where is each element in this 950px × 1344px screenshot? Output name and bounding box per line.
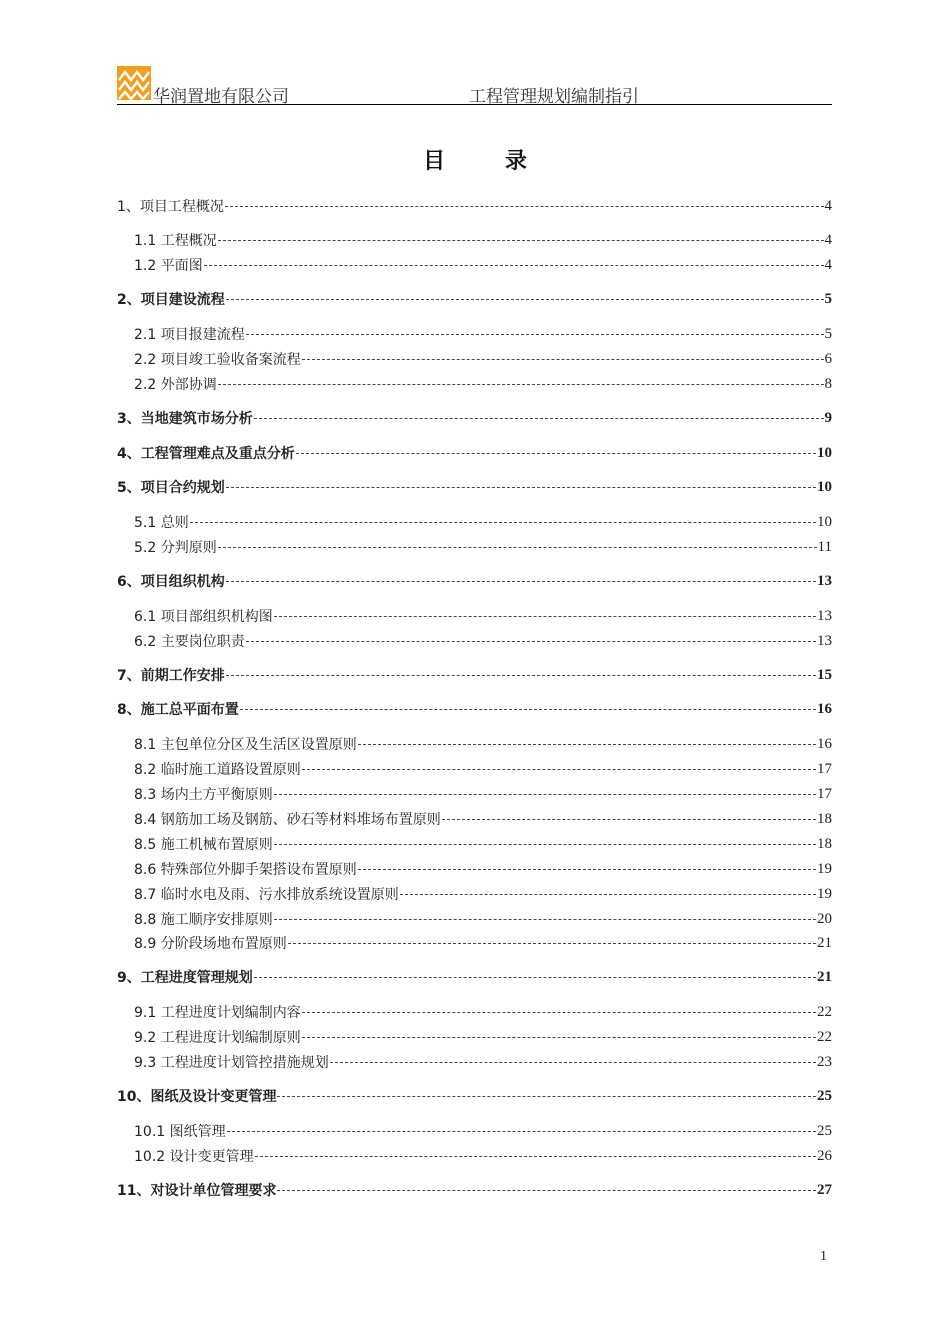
toc-entry[interactable]: [134, 758, 832, 780]
toc-entry-text: 9.3 工程进度计划管控措施规划: [134, 1055, 329, 1071]
toc-entry-text: 10.2 设计变更管理: [134, 1149, 254, 1165]
dot-leader: [226, 581, 816, 582]
dot-leader: [218, 547, 817, 548]
toc-entry-page: 5: [824, 290, 832, 307]
dot-leader: [296, 453, 816, 454]
toc-entry-text: 5、项目合约规划: [117, 480, 225, 496]
dot-leader: [204, 265, 824, 266]
toc-entry-page: 5: [824, 325, 832, 342]
toc-entry[interactable]: [134, 932, 832, 954]
dot-leader: [254, 977, 816, 978]
toc-entry-page: 13: [817, 607, 832, 624]
toc-entry-page: 25: [817, 1087, 832, 1104]
toc-entry-page: 4: [824, 256, 832, 273]
dot-leader: [240, 709, 816, 710]
dot-leader: [302, 1037, 816, 1038]
toc-entry-page: 16: [817, 700, 832, 717]
toc-entry-page: 27: [817, 1181, 832, 1198]
toc-entry[interactable]: [134, 254, 832, 276]
dot-leader: [226, 299, 824, 300]
toc-entry[interactable]: [134, 858, 832, 880]
toc-entry-text: 8.9 分阶段场地布置原则: [134, 936, 287, 952]
dot-leader: [277, 1190, 816, 1191]
dot-leader: [277, 1096, 816, 1097]
toc-entry-text: 11、对设计单位管理要求: [117, 1183, 277, 1199]
toc-entry-page: 22: [817, 1028, 832, 1045]
dot-leader: [274, 616, 816, 617]
dot-leader: [274, 794, 816, 795]
toc-entry-text: 3、当地建筑市场分析: [117, 411, 253, 427]
dot-leader: [358, 869, 816, 870]
toc-entry-text: 9、工程进度管理规划: [117, 970, 253, 986]
toc-entry-text: 2、项目建设流程: [117, 292, 225, 308]
dot-leader: [226, 675, 816, 676]
toc-entry[interactable]: [134, 808, 832, 830]
dot-leader: [442, 819, 816, 820]
toc-entry-page: 19: [817, 860, 832, 877]
toc-entry-text: 6.1 项目部组织机构图: [134, 609, 273, 625]
table-of-contents: [117, 0, 832, 1344]
dot-leader: [246, 334, 824, 335]
toc-entry-page: 4: [824, 231, 832, 248]
toc-entry-page: 26: [817, 1147, 832, 1164]
dot-leader: [358, 744, 816, 745]
toc-entry[interactable]: [117, 1085, 832, 1107]
toc-entry-text: 9.1 工程进度计划编制内容: [134, 1005, 301, 1021]
toc-entry[interactable]: [134, 373, 832, 395]
toc-entry[interactable]: [134, 883, 832, 905]
toc-entry[interactable]: [117, 407, 832, 429]
toc-entry-page: 16: [817, 735, 832, 752]
toc-entry-page: 22: [817, 1003, 832, 1020]
toc-entry[interactable]: [117, 1179, 832, 1201]
toc-entry-page: 15: [817, 666, 832, 683]
toc-entry[interactable]: [117, 476, 832, 498]
toc-entry-page: 8: [824, 375, 832, 392]
toc-entry-page: 21: [817, 968, 832, 985]
toc-entry[interactable]: [134, 733, 832, 755]
dot-leader: [274, 919, 816, 920]
toc-entry-text: 10、图纸及设计变更管理: [117, 1089, 277, 1105]
toc-entry[interactable]: [117, 195, 832, 217]
toc-entry-page: 13: [817, 572, 832, 589]
toc-entry-page: 19: [817, 885, 832, 902]
dot-leader: [400, 894, 816, 895]
toc-entry-page: 9: [824, 409, 832, 426]
dot-leader: [254, 418, 824, 419]
toc-entry[interactable]: [134, 1051, 832, 1073]
toc-entry-text: 8.4 钢筋加工场及钢筋、砂石等材料堆场布置原则: [134, 812, 441, 828]
toc-entry-page: 6: [824, 350, 832, 367]
toc-entry-page: 25: [817, 1122, 832, 1139]
dot-leader: [218, 240, 824, 241]
dot-leader: [227, 1131, 816, 1132]
toc-entry-page: 20: [817, 910, 832, 927]
toc-entry-text: 8、施工总平面布置: [117, 702, 239, 718]
toc-entry-text: 6、项目组织机构: [117, 574, 225, 590]
toc-entry-text: 2.2 外部协调: [134, 377, 217, 393]
toc-entry[interactable]: [134, 348, 832, 370]
toc-entry[interactable]: [117, 966, 832, 988]
toc-entry-text: 8.5 施工机械布置原则: [134, 837, 273, 853]
toc-entry[interactable]: [134, 323, 832, 345]
toc-entry[interactable]: [117, 570, 832, 592]
dot-leader: [225, 206, 824, 207]
toc-entry[interactable]: [134, 630, 832, 652]
document-title: 工程管理规划编制指引: [469, 87, 639, 107]
page-number: 1: [820, 1249, 827, 1264]
toc-entry-text: 8.8 施工顺序安排原则: [134, 912, 273, 928]
toc-entry-text: 2.1 项目报建流程: [134, 327, 245, 343]
toc-entry-page: 17: [817, 760, 832, 777]
toc-entry[interactable]: [117, 442, 832, 464]
dot-leader: [302, 1012, 816, 1013]
toc-entry[interactable]: [134, 511, 832, 533]
toc-entry-text: 2.2 项目竣工验收备案流程: [134, 352, 301, 368]
toc-entry-text: 8.3 场内土方平衡原则: [134, 787, 273, 803]
dot-leader: [218, 384, 824, 385]
toc-entry-page: 21: [817, 934, 832, 951]
toc-entry[interactable]: [134, 1001, 832, 1023]
toc-entry-page: 10: [817, 444, 832, 461]
toc-entry[interactable]: [134, 1120, 832, 1142]
toc-entry-text: 7、前期工作安排: [117, 668, 225, 684]
dot-leader: [302, 769, 816, 770]
toc-entry[interactable]: [134, 833, 832, 855]
dot-leader: [226, 487, 816, 488]
toc-entry-text: 8.7 临时水电及雨、污水排放系统设置原则: [134, 887, 399, 903]
toc-entry-page: 13: [817, 632, 832, 649]
dot-leader: [190, 522, 816, 523]
toc-entry-page: 18: [817, 810, 832, 827]
toc-heading: 目 录: [423, 149, 553, 174]
dot-leader: [302, 359, 824, 360]
toc-entry-page: 11: [817, 538, 832, 555]
toc-entry-text: 1.1 工程概况: [134, 233, 217, 249]
toc-entry-text: 8.6 特殊部位外脚手架搭设布置原则: [134, 862, 357, 878]
dot-leader: [255, 1156, 816, 1157]
dot-leader: [274, 844, 816, 845]
toc-entry[interactable]: [134, 783, 832, 805]
toc-entry[interactable]: [134, 908, 832, 930]
toc-entry-page: 10: [817, 513, 832, 530]
toc-entry[interactable]: [134, 229, 832, 251]
toc-entry-text: 5.1 总则: [134, 515, 189, 531]
company-name: 华润置地有限公司: [153, 87, 289, 107]
toc-entry-text: 1、项目工程概况: [117, 199, 224, 215]
toc-entry[interactable]: [134, 536, 832, 558]
toc-entry-page: 17: [817, 785, 832, 802]
toc-entry-text: 9.2 工程进度计划编制原则: [134, 1030, 301, 1046]
dot-leader: [330, 1062, 816, 1063]
toc-entry[interactable]: [117, 288, 832, 310]
toc-entry[interactable]: [134, 1145, 832, 1167]
toc-entry[interactable]: [134, 605, 832, 627]
toc-entry-page: 18: [817, 835, 832, 852]
toc-entry[interactable]: [117, 698, 832, 720]
toc-entry[interactable]: [134, 1026, 832, 1048]
dot-leader: [246, 641, 816, 642]
toc-entry-page: 10: [817, 478, 832, 495]
toc-entry-text: 8.1 主包单位分区及生活区设置原则: [134, 737, 357, 753]
toc-entry-text: 8.2 临时施工道路设置原则: [134, 762, 301, 778]
dot-leader: [288, 943, 816, 944]
toc-entry-text: 5.2 分判原则: [134, 540, 217, 556]
toc-entry-page: 4: [824, 197, 832, 214]
toc-entry[interactable]: [117, 664, 832, 686]
toc-entry-text: 1.2 平面图: [134, 258, 203, 274]
toc-entry-text: 10.1 图纸管理: [134, 1124, 226, 1140]
toc-entry-text: 4、工程管理难点及重点分析: [117, 446, 295, 462]
toc-entry-text: 6.2 主要岗位职责: [134, 634, 245, 650]
toc-entry-page: 23: [817, 1053, 832, 1070]
